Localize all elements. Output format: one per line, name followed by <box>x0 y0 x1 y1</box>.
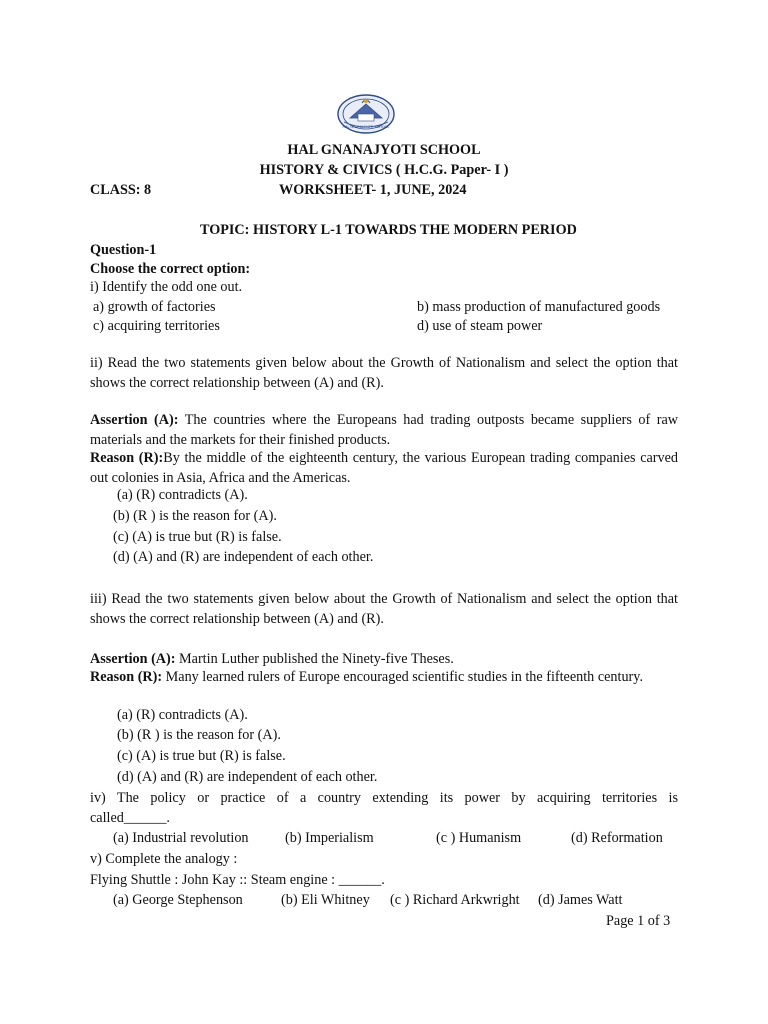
q2-option-c: (c) (A) is true but (R) is false. <box>113 529 282 545</box>
q3-prompt: iii) Read the two statements given below about the Growth of Nationalism and select the option that shows the correct relationship between (A) and (R). <box>90 591 678 627</box>
svg-text:HAL GNANAJYOTI SCHOOL: HAL GNANAJYOTI SCHOOL <box>342 125 390 129</box>
q2-assertion <box>90 410 678 450</box>
q2-reason-text: By the middle of the eighteenth century, the various European trading companies carved out colonies in Asia, Africa and the Americas. <box>90 450 679 486</box>
q2-reason <box>90 448 678 488</box>
q3-assertion-text: Martin Luther published the Ninety-five Theses. <box>175 651 454 667</box>
q2-reason-label: Reason (R): <box>90 450 164 466</box>
q2-assertion-text: The countries where the Europeans had trading outposts became suppliers of raw materials and the markets for their finished products. <box>90 412 679 448</box>
q5-option-b: (b) Eli Whitney <box>281 892 370 908</box>
q3-reason <box>90 667 643 687</box>
q4-option-c: (c ) Humanism <box>436 830 522 846</box>
q5-option-d: (d) James Watt <box>538 892 623 908</box>
question-heading: Question-1 <box>90 242 157 258</box>
q3-assertion <box>90 649 454 669</box>
q4-option-a: (a) Industrial revolution <box>113 830 249 846</box>
q2-option-b: (b) (R ) is the reason for (A). <box>113 508 277 524</box>
q2-assertion-label: Assertion (A): <box>90 412 179 428</box>
q5-option-a: (a) George Stephenson <box>113 892 243 908</box>
worksheet-title: WORKSHEET- 1, JUNE, 2024 <box>279 182 467 198</box>
question-instruction: Choose the correct option: <box>90 261 251 277</box>
q4-prompt-line2: called______. <box>90 810 170 826</box>
page-number: Page 1 of 3 <box>606 913 671 929</box>
q1-option-b: b) mass production of manufactured goods <box>417 299 661 315</box>
q3-assertion-label: Assertion (A): <box>90 651 176 667</box>
q1-option-c: c) acquiring territories <box>93 318 220 334</box>
q4-option-d: (d) Reformation <box>571 830 663 846</box>
q5-prompt: v) Complete the analogy : <box>90 851 238 867</box>
q5-analogy: Flying Shuttle : John Kay :: Steam engine : ______. <box>90 872 385 888</box>
q4-prompt-line1: iv) The policy or practice of a country extending its power by acquiring territories is <box>90 790 678 806</box>
q3-option-d: (d) (A) and (R) are independent of each other. <box>117 769 378 785</box>
q3-reason-text: Many learned rulers of Europe encouraged scientific studies in the fifteenth century. <box>162 669 643 685</box>
q2-prompt: ii) Read the two statements given below about the Growth of Nationalism and select the option that shows the correct relationship between (A) and (R). <box>90 355 678 391</box>
q3-reason-label: Reason (R): <box>90 669 163 685</box>
class-label: CLASS: 8 <box>90 182 152 198</box>
subject-title: HISTORY & CIVICS ( H.C.G. Paper- I ) <box>259 162 509 178</box>
school-name: HAL GNANAJYOTI SCHOOL <box>287 142 481 158</box>
q3-option-a: (a) (R) contradicts (A). <box>117 707 248 723</box>
q3-option-b: (b) (R ) is the reason for (A). <box>117 727 281 743</box>
q2-option-a: (a) (R) contradicts (A). <box>117 487 248 503</box>
q3-option-c: (c) (A) is true but (R) is false. <box>117 748 286 764</box>
q4-option-b: (b) Imperialism <box>285 830 374 846</box>
topic-title: TOPIC: HISTORY L-1 TOWARDS THE MODERN PERIOD <box>200 222 577 238</box>
q5-option-c: (c ) Richard Arkwright <box>390 892 520 908</box>
q1-option-a: a) growth of factories <box>93 299 216 315</box>
school-logo <box>336 92 396 136</box>
q2-option-d: (d) (A) and (R) are independent of each other. <box>113 549 374 565</box>
q1-prompt: i) Identify the odd one out. <box>90 279 243 295</box>
q1-option-d: d) use of steam power <box>417 318 543 334</box>
